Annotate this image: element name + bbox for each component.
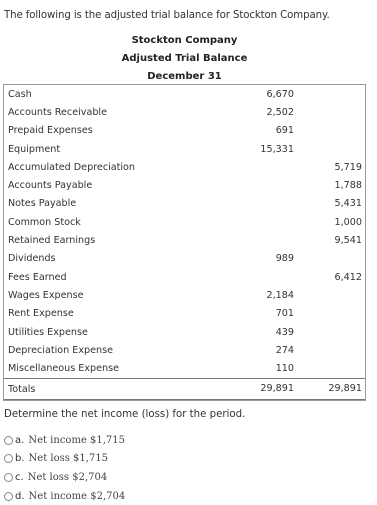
option-a[interactable]: [4, 431, 125, 450]
credit-amount: 1,000: [334, 216, 362, 228]
option-text: Net income $1,715: [28, 434, 126, 446]
account-name: Accumulated Depreciation: [8, 161, 136, 173]
account-row: [3, 103, 366, 121]
account-name: Dividends: [8, 253, 56, 265]
radio-d[interactable]: [4, 492, 13, 501]
credit-amount: [298, 323, 366, 341]
account-row: [3, 359, 366, 378]
option-c[interactable]: [4, 468, 125, 487]
account-name: Prepaid Expenses: [8, 125, 93, 137]
credit-amount: [298, 341, 366, 359]
totals-credit: 29,891: [298, 378, 366, 399]
account-name: Retained Earnings: [8, 235, 96, 247]
account-row: [3, 341, 366, 359]
account-name: Accounts Receivable: [8, 106, 107, 118]
debit-amount: 701: [275, 308, 294, 320]
account-row: [3, 213, 366, 231]
debit-amount: 6,670: [230, 85, 294, 104]
credit-amount: 9,541: [334, 235, 362, 247]
statement-date: December 31: [147, 71, 222, 82]
account-row: [3, 195, 366, 213]
debit-amount: 439: [275, 326, 294, 338]
account-row: [3, 286, 366, 304]
credit-amount: [298, 305, 366, 323]
account-row: [3, 158, 366, 176]
account-row: [3, 140, 366, 158]
account-name: Cash: [3, 85, 230, 104]
account-name: Rent Expense: [8, 308, 74, 320]
account-name: Notes Payable: [8, 198, 77, 210]
debit-amount: [230, 231, 294, 249]
debit-amount: 691: [275, 125, 294, 137]
account-name: Utilities Expense: [8, 326, 88, 338]
debit-amount: 989: [275, 253, 294, 265]
option-letter: b.: [15, 453, 25, 465]
account-row: [3, 305, 366, 323]
option-letter: a.: [15, 434, 25, 446]
option-d[interactable]: [4, 487, 125, 505]
intro-text: The following is the adjusted trial balance for Stockton Company.: [4, 10, 330, 21]
radio-c[interactable]: [4, 473, 13, 482]
radio-a[interactable]: [4, 436, 13, 445]
credit-amount: [298, 286, 366, 304]
debit-amount: 2,184: [266, 289, 294, 301]
debit-amount: [230, 213, 294, 231]
account-row: [3, 122, 366, 140]
debit-amount: 2,502: [266, 106, 294, 118]
credit-amount: 5,719: [334, 161, 362, 173]
account-name: Depreciation Expense: [8, 344, 113, 356]
option-text: Net loss $2,704: [27, 471, 108, 483]
debit-amount: [230, 195, 294, 213]
option-text: Net loss $1,715: [28, 453, 109, 465]
answer-options: [4, 431, 125, 505]
credit-amount: [298, 85, 366, 104]
radio-b[interactable]: [4, 454, 13, 463]
option-b[interactable]: [4, 450, 125, 469]
question-text: Determine the net income (loss) for the period.: [4, 409, 246, 420]
account-name: Fees Earned: [8, 271, 67, 283]
debit-amount: [230, 268, 294, 286]
credit-amount: [298, 140, 366, 158]
account-row: [3, 323, 366, 341]
account-name: Accounts Payable: [8, 180, 93, 192]
totals-label: Totals: [3, 378, 230, 399]
account-name: Common Stock: [8, 216, 81, 228]
account-row: [3, 268, 366, 286]
option-letter: d.: [15, 490, 25, 502]
account-row: [3, 176, 366, 194]
credit-amount: 5,431: [334, 198, 362, 210]
totals-row: [3, 378, 366, 399]
credit-amount: 6,412: [334, 271, 362, 283]
credit-amount: [298, 359, 366, 378]
option-text: Net income $2,704: [28, 490, 126, 502]
credit-amount: [298, 122, 366, 140]
trial-balance-table: [3, 84, 366, 400]
account-row: [3, 250, 366, 268]
debit-amount: [230, 176, 294, 194]
account-name: Miscellaneous Expense: [8, 363, 120, 375]
credit-amount: [298, 250, 366, 268]
debit-amount: [230, 158, 294, 176]
option-letter: c.: [15, 471, 24, 483]
totals-debit: 29,891: [230, 378, 294, 399]
company-name: Stockton Company: [131, 35, 238, 46]
account-row: [3, 85, 366, 104]
statement-title: Adjusted Trial Balance: [121, 53, 248, 64]
credit-amount: [298, 103, 366, 121]
credit-amount: 1,788: [334, 180, 362, 192]
debit-amount: 15,331: [260, 143, 294, 155]
account-name: Equipment: [8, 143, 61, 155]
account-row: [3, 231, 366, 249]
debit-amount: 110: [275, 363, 294, 375]
debit-amount: 274: [275, 344, 294, 356]
account-name: Wages Expense: [8, 289, 84, 301]
